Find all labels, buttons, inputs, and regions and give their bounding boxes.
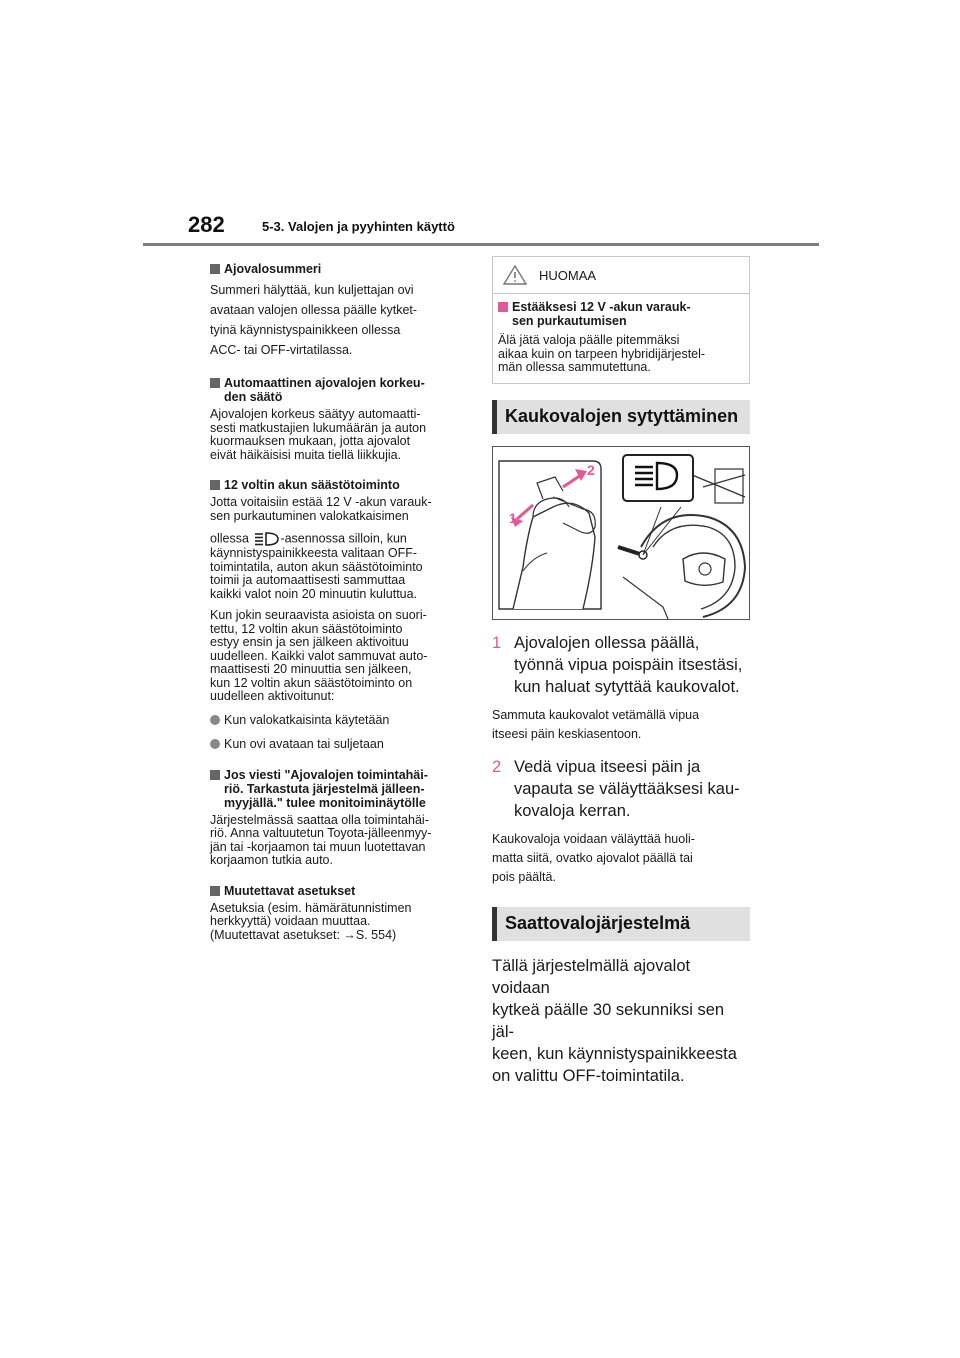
step-1-note: Sammuta kaukovalot vetämällä vipua itseesi päin keskiasentoon. (492, 707, 700, 741)
subheading-auto-leveling: Automaattinen ajovalojen korkeu- den säätö (210, 376, 468, 404)
square-bullet-icon (210, 886, 220, 896)
high-beam-lever-illustration (492, 446, 750, 620)
step-2: 2 Vedä vipua itseesi päin ja vapauta se väläyttääksesi kau- kovaloja kerran. (492, 757, 740, 820)
step-1: 1 Ajovalojen ollessa päällä, työnnä vipua poispäin itsestäsi, kun haluat sytyttää kaukovalot. (492, 633, 743, 696)
paragraph: ollessa -asennossa silloin, kun käynnistyspainikkeesta valitaan OFF- toimintatila, auton akun säästötoiminto toimii ja automaattisesti sammuttaa kaikki valot noin 20 minuutin kuluttua. (210, 531, 423, 601)
paragraph: Järjestelmässä saattaa olla toimintahäi- riö. Anna valtuutetun Toyota-jälleenmyy- jän tai -korjaamon tai muun luotettavan korjaamon tutkia auto. (210, 812, 432, 867)
list-item: Kun valokatkaisinta käytetään (210, 712, 468, 728)
heading-high-beam: Kaukovalojen sytyttäminen (492, 400, 750, 434)
page-number: 282 (188, 212, 225, 237)
step-2-note: Kaukovaloja voidaan väläyttää huoli- matta siitä, ovatko ajovalot päällä tai pois päältä. (492, 831, 695, 884)
paragraph: Asetuksia (esim. hämärätunnistimen herkkyyttä) voidaan muuttaa. (Muutettavat asetukset: →S. 554) (210, 900, 412, 942)
subheading-customizable-settings: Muutettavat asetukset (210, 884, 468, 898)
square-bullet-icon (210, 378, 220, 388)
subheading-battery-saver: 12 voltin akun säästötoiminto (210, 478, 468, 492)
notice-header (493, 257, 749, 294)
right-column (492, 256, 750, 1087)
square-bullet-icon (210, 480, 220, 490)
figure-label-2: 2 (587, 461, 595, 478)
paragraph: Älä jätä valoja päälle pitemmäksi aikaa kuin on tarpeen hybridijärjestel- män ollessa sammutettuna. (498, 333, 706, 374)
paragraph: Summeri hälyttää, kun kuljettajan ovi avataan valojen ollessa päälle kytket- tyinä käynnistyspainikkeen ollessa ACC- tai OFF-virtatilassa. (210, 283, 418, 357)
list-item: Kun ovi avataan tai suljetaan (210, 736, 468, 752)
step-number: 1 (492, 633, 502, 652)
paragraph: Jotta voitaisiin estää 12 V -akun varauk- sen purkautuminen valokatkaisimen (210, 495, 432, 523)
notice-title: HUOMAA (539, 267, 597, 283)
step-number: 2 (492, 757, 502, 776)
heading-escort-lights: Saattovalojärjestelmä (492, 907, 750, 941)
notice-body (493, 300, 749, 375)
left-column (210, 256, 468, 942)
paragraph: Tällä järjestelmällä ajovalot voidaan kytkeä päälle 30 sekunniksi sen jäl- keen, kun käynnistyspainikkeesta on valittu OFF-toimintatila. (492, 956, 737, 1085)
paragraph: Kun jokin seuraavista asioista on suori- tettu, 12 voltin akun säästötoiminto estyy ensin ja sen jälkeen aktivoituu uudelleen. Kaikki valot sammuvat auto- maattisesti 20 minuuttia sen jälkeen, kun 12 voltin akun säästötoiminto on uudelleen aktivoitunut: (210, 608, 428, 703)
paragraph: Ajovalojen korkeus säätyy automaatti- sesti matkustajien lukumäärän ja auton kuormauksen mukaan, jotta ajovalot eivät häikäisisi muita tiellä liikkujia. (210, 407, 427, 462)
subheading-headlight-buzzer: Ajovalosummeri (210, 262, 468, 276)
subheading-malfunction-message: Jos viesti "Ajovalojen toimintahäi- riö. Tarkastuta järjestelmä jälleen- myyjällä." tulee monitoiminäytölle (210, 768, 468, 810)
section-title: 5-3. Valojen ja pyyhinten käyttö (262, 219, 455, 234)
square-bullet-icon (210, 264, 220, 274)
square-bullet-icon (210, 770, 220, 780)
headlight-icon (252, 531, 280, 547)
square-bullet-icon (498, 302, 508, 312)
figure-label-1: 1 (509, 509, 517, 526)
header-rule (143, 243, 819, 246)
round-bullet-icon (210, 739, 220, 749)
round-bullet-icon (210, 715, 220, 725)
warning-icon (503, 265, 527, 285)
notice-box (492, 256, 750, 384)
notice-subheading: Estääksesi 12 V -akun varauk- sen purkautumisen (498, 300, 744, 328)
lever-drawing (493, 447, 749, 619)
